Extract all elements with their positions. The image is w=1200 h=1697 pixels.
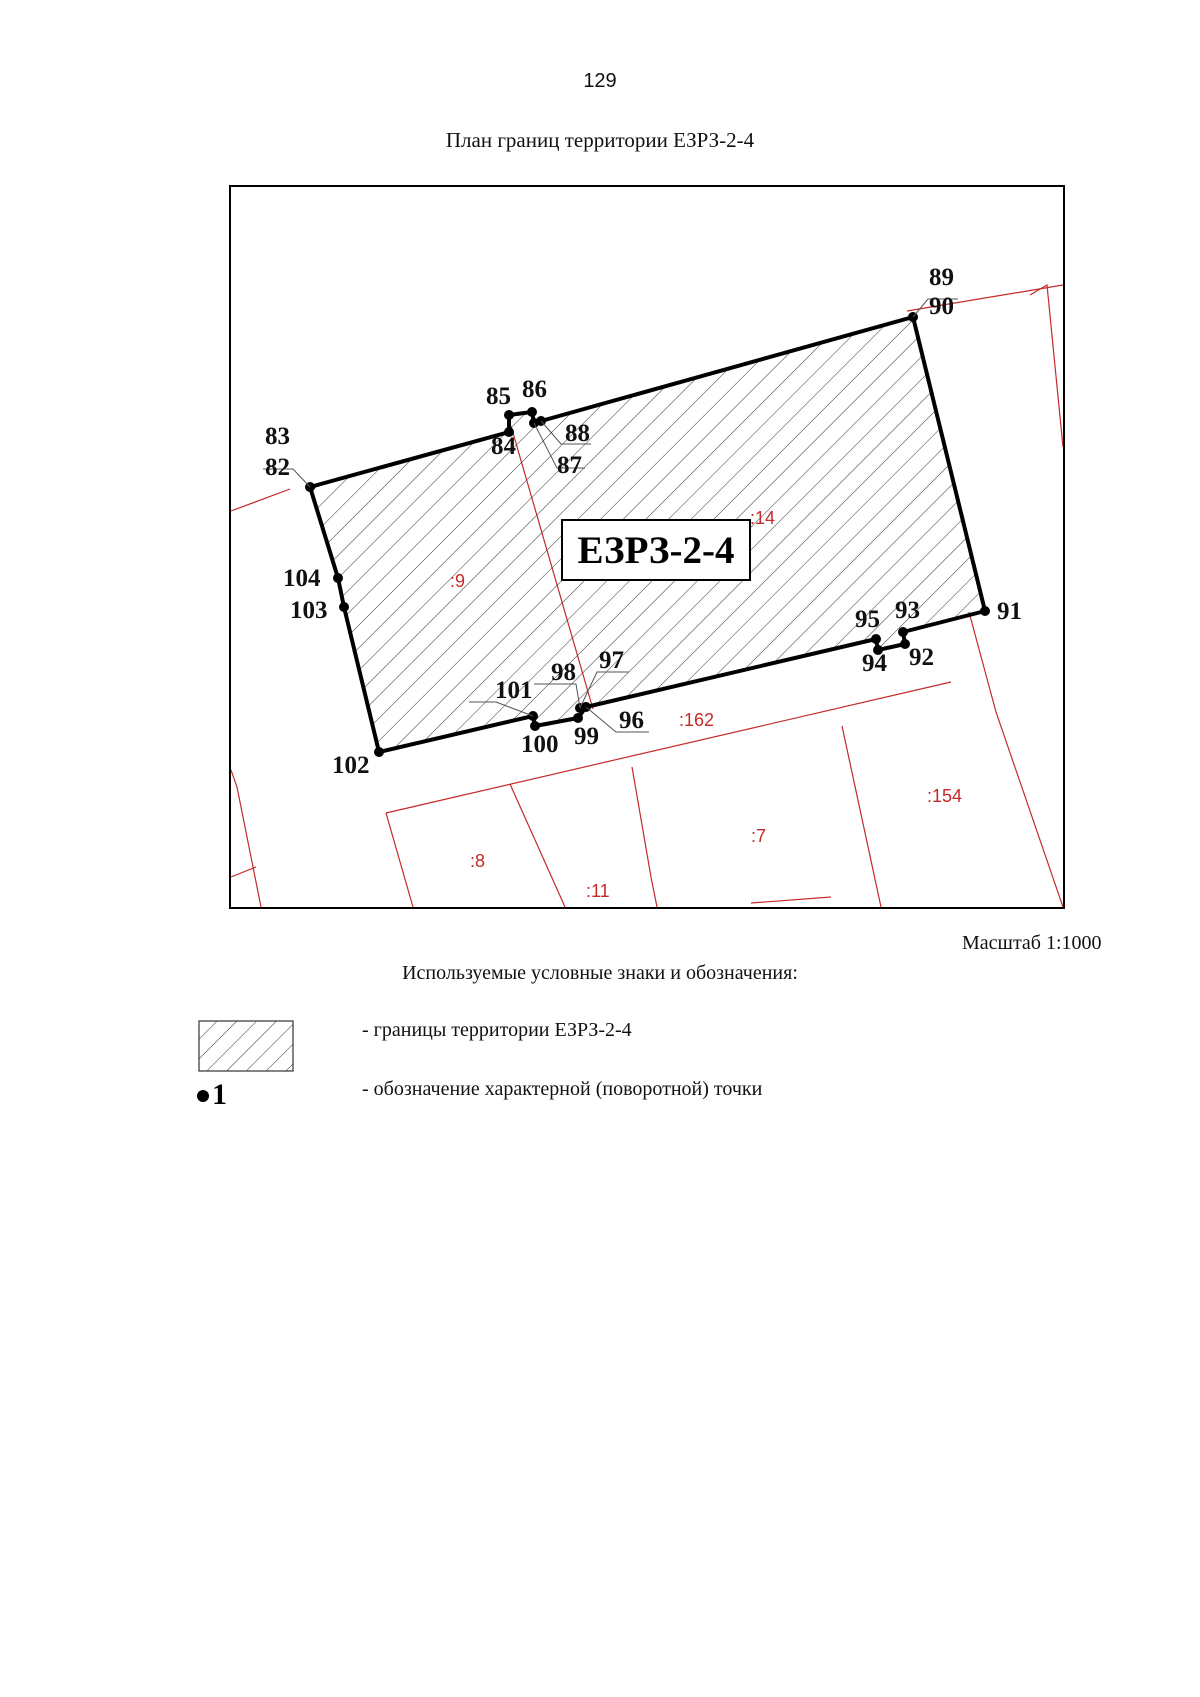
point-label-102: 102: [332, 752, 370, 779]
parcel-label-8: :8: [470, 851, 486, 871]
parcel-label-14: :14: [750, 508, 776, 528]
point-label-95: 95: [855, 606, 880, 633]
point-label-82: 82: [265, 454, 290, 481]
legend-item-boundary: - границы территории ЕЗРЗ-2-4: [362, 1019, 632, 1041]
point-label-91: 91: [997, 598, 1022, 625]
point-label-103: 103: [290, 597, 328, 624]
plan-title: План границ территории ЕЗРЗ-2-4: [445, 128, 755, 152]
point-label-101: 101: [495, 677, 533, 704]
zone-name-box: [562, 520, 750, 580]
boundary-plan-map: [229, 185, 1065, 909]
parcel-label-11: :11: [586, 881, 610, 901]
parcel-label-162: :162: [679, 710, 715, 730]
point-label-100: 100: [521, 731, 559, 758]
legend-item-point: - обозначение характерной (поворотной) точки: [362, 1078, 763, 1100]
scale-label: Масштаб 1:1000: [962, 932, 1102, 954]
point-label-88: 88: [565, 420, 590, 447]
point-label-83: 83: [265, 423, 290, 450]
point-label-87: 87: [557, 452, 582, 479]
zone-label: ЕЗРЗ-2-4: [577, 529, 735, 572]
point-label-99: 99: [574, 723, 599, 750]
legend-hatch-swatch: [198, 1020, 294, 1072]
parcel-label-7: :7: [751, 826, 767, 846]
legend-title: Используемые условные знаки и обозначения:: [402, 962, 798, 984]
point-label-98: 98: [551, 659, 576, 686]
point-label-85: 85: [486, 383, 511, 410]
point-label-86: 86: [522, 376, 547, 403]
point-label-94: 94: [862, 650, 887, 677]
point-label-89: 89: [929, 264, 954, 291]
point-label-104: 104: [283, 565, 321, 592]
page-number: 129: [583, 70, 617, 92]
parcel-label-154: :154: [927, 786, 963, 806]
legend-point-symbol: [196, 1074, 236, 1108]
legend-point-number: 1: [212, 1078, 227, 1108]
point-label-90: 90: [929, 293, 954, 320]
point-label-93: 93: [895, 597, 920, 624]
point-label-84: 84: [491, 433, 516, 460]
point-label-97: 97: [599, 647, 624, 674]
parcel-label-9: :9: [450, 571, 466, 591]
point-label-96: 96: [619, 707, 644, 734]
point-label-92: 92: [909, 644, 934, 671]
